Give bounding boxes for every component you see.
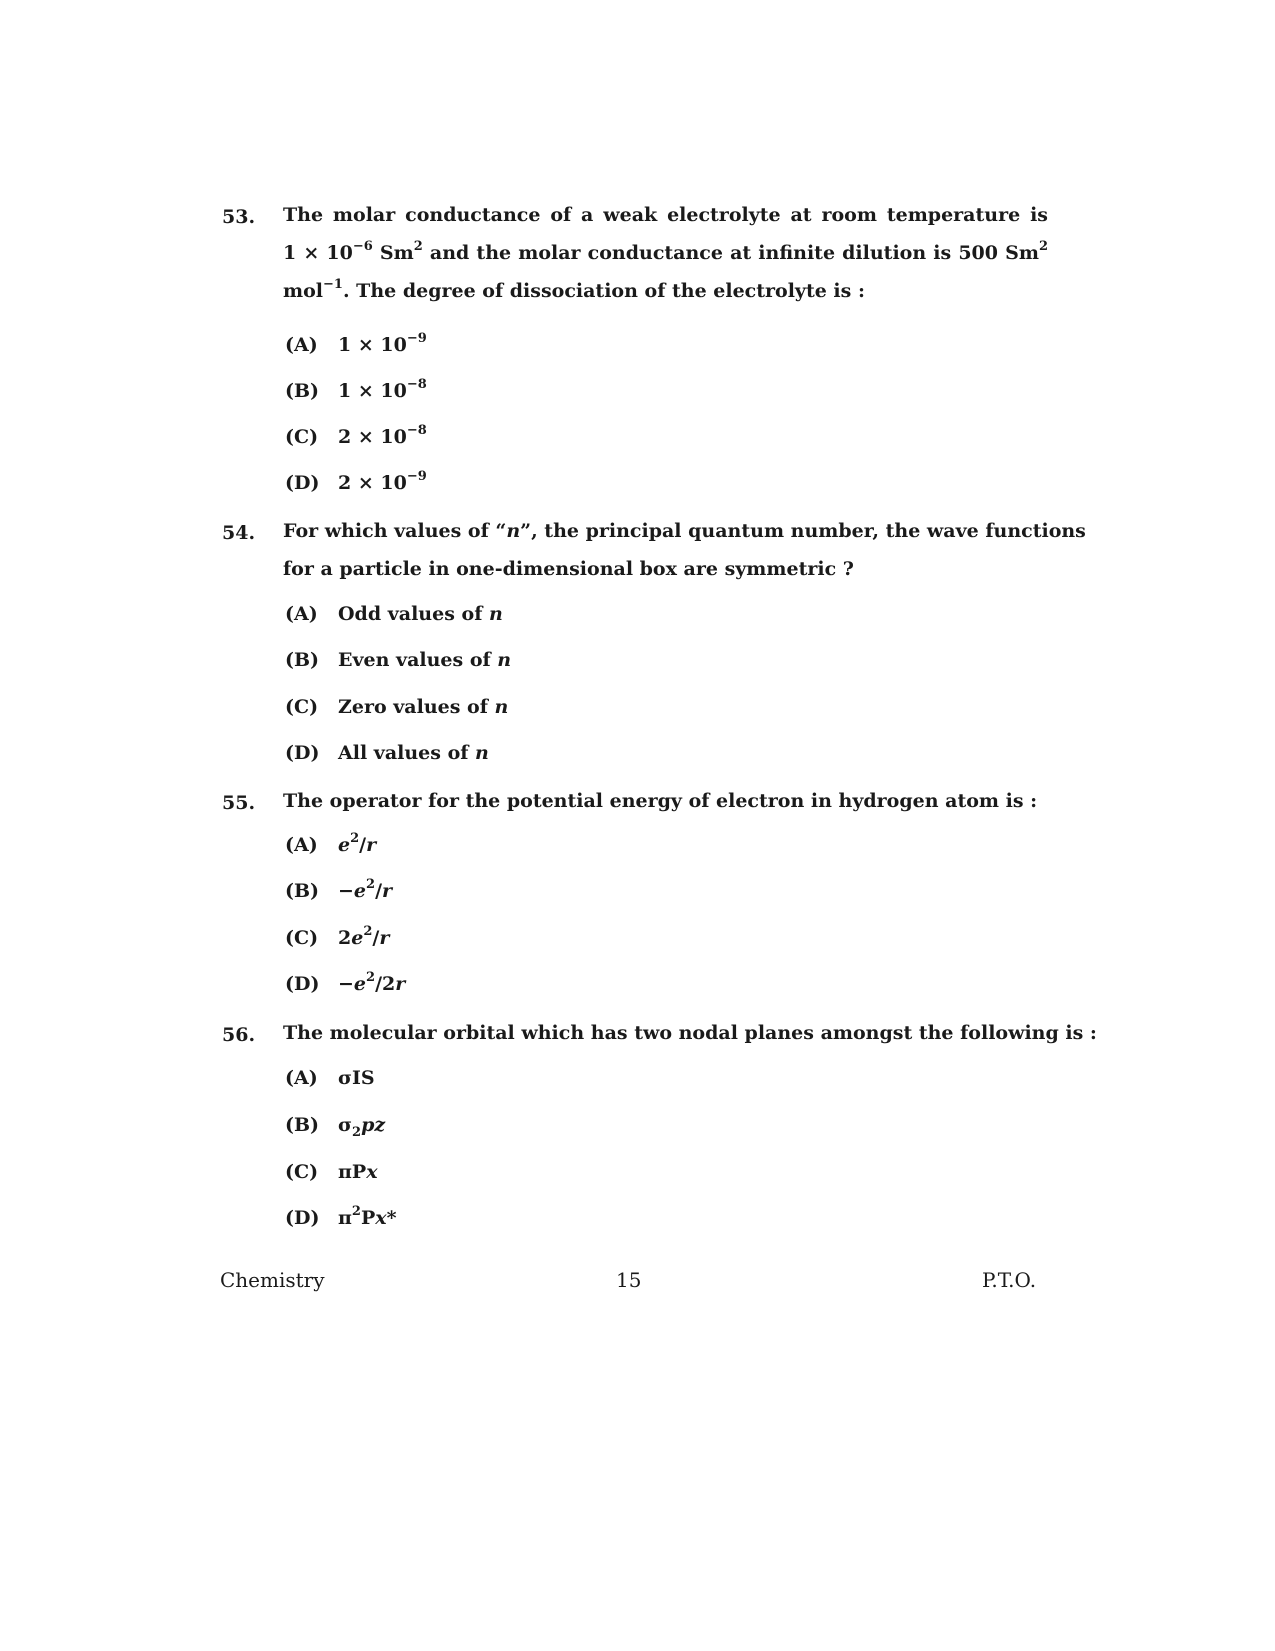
option-text: $2 \times 10^{-8}$ xyxy=(338,423,427,448)
option-text: $\pi^2Px*$ xyxy=(338,1204,397,1229)
stem-line: The molecular orbital which has two nodal planes amongst the following is : xyxy=(283,1022,1097,1044)
option-label: (C) xyxy=(285,696,319,718)
option-text: $-e^2/2r$ xyxy=(338,970,406,995)
option-d[interactable] xyxy=(285,468,427,498)
option-a[interactable] xyxy=(285,330,427,360)
option-c[interactable] xyxy=(285,422,427,452)
stem-line: for a particle in one-dimensional box are symmetric ? xyxy=(283,558,854,580)
option-label: (D) xyxy=(285,742,320,764)
stem-line: $1 \times 10^{-6}$ Sm$^2$ and the molar conductance at infinite dilution is 500 Sm$^2$ xyxy=(283,239,1048,264)
option-label: (C) xyxy=(285,927,319,949)
option-label: (D) xyxy=(285,1207,320,1229)
option-text: $1 \times 10^{-8}$ xyxy=(338,377,427,402)
option-text: Even values of n xyxy=(338,649,512,671)
option-b[interactable] xyxy=(285,376,427,406)
question-number: 53. xyxy=(222,206,256,228)
option-c[interactable] xyxy=(285,1157,378,1187)
option-d[interactable] xyxy=(285,1203,397,1233)
option-d[interactable] xyxy=(285,738,489,768)
question-stem xyxy=(283,512,1086,588)
question-number: 55. xyxy=(222,792,256,814)
option-label: (A) xyxy=(285,603,318,625)
option-label: (D) xyxy=(285,973,320,995)
option-text: $e^2/r$ xyxy=(338,831,377,856)
option-b[interactable] xyxy=(285,1110,385,1140)
option-text: $\sigma_2pz$ xyxy=(338,1114,386,1140)
option-label: (B) xyxy=(285,1114,320,1136)
option-label: (A) xyxy=(285,334,318,356)
option-text: $1 \times 10^{-9}$ xyxy=(338,331,427,356)
question-number: 56. xyxy=(222,1024,256,1046)
option-label: (B) xyxy=(285,649,320,671)
option-a[interactable] xyxy=(285,599,503,629)
option-label: (C) xyxy=(285,426,319,448)
option-text: $-e^2/r$ xyxy=(338,877,393,902)
question-stem xyxy=(283,782,1048,820)
option-b[interactable] xyxy=(285,876,392,906)
option-text: πPx xyxy=(338,1161,378,1183)
stem-line: mol$^{-1}$. The degree of dissociation of the electrolyte is : xyxy=(283,277,865,302)
question-number: 54. xyxy=(222,522,256,544)
option-d[interactable] xyxy=(285,969,405,999)
option-text: $2 \times 10^{-9}$ xyxy=(338,469,427,494)
option-text: All values of n xyxy=(338,742,489,764)
option-text: Zero values of n xyxy=(338,696,509,718)
option-a[interactable] xyxy=(285,1063,375,1093)
option-label: (D) xyxy=(285,472,320,494)
option-b[interactable] xyxy=(285,645,511,675)
option-c[interactable] xyxy=(285,923,389,953)
option-label: (C) xyxy=(285,1161,319,1183)
option-label: (B) xyxy=(285,380,320,402)
stem-line: The operator for the potential energy of electron in hydrogen atom is : xyxy=(283,790,1038,812)
footer-pto: P.T.O. xyxy=(982,1268,1037,1292)
question-stem xyxy=(283,1014,1097,1052)
footer-subject: Chemistry xyxy=(220,1268,325,1292)
option-a[interactable] xyxy=(285,830,376,860)
option-label: (A) xyxy=(285,1067,318,1089)
option-text: $2e^2/r$ xyxy=(338,924,390,949)
stem-line: The molar conductance of a weak electrolyte at room temperature is xyxy=(283,204,1048,226)
option-text: σIS xyxy=(338,1067,375,1089)
question-stem xyxy=(283,196,1048,310)
footer-page-number: 15 xyxy=(616,1268,642,1292)
option-label: (B) xyxy=(285,880,320,902)
option-text: Odd values of n xyxy=(338,603,503,625)
option-label: (A) xyxy=(285,834,318,856)
option-c[interactable] xyxy=(285,692,508,722)
stem-line: For which values of “n”, the principal quantum number, the wave functions xyxy=(283,520,1086,542)
